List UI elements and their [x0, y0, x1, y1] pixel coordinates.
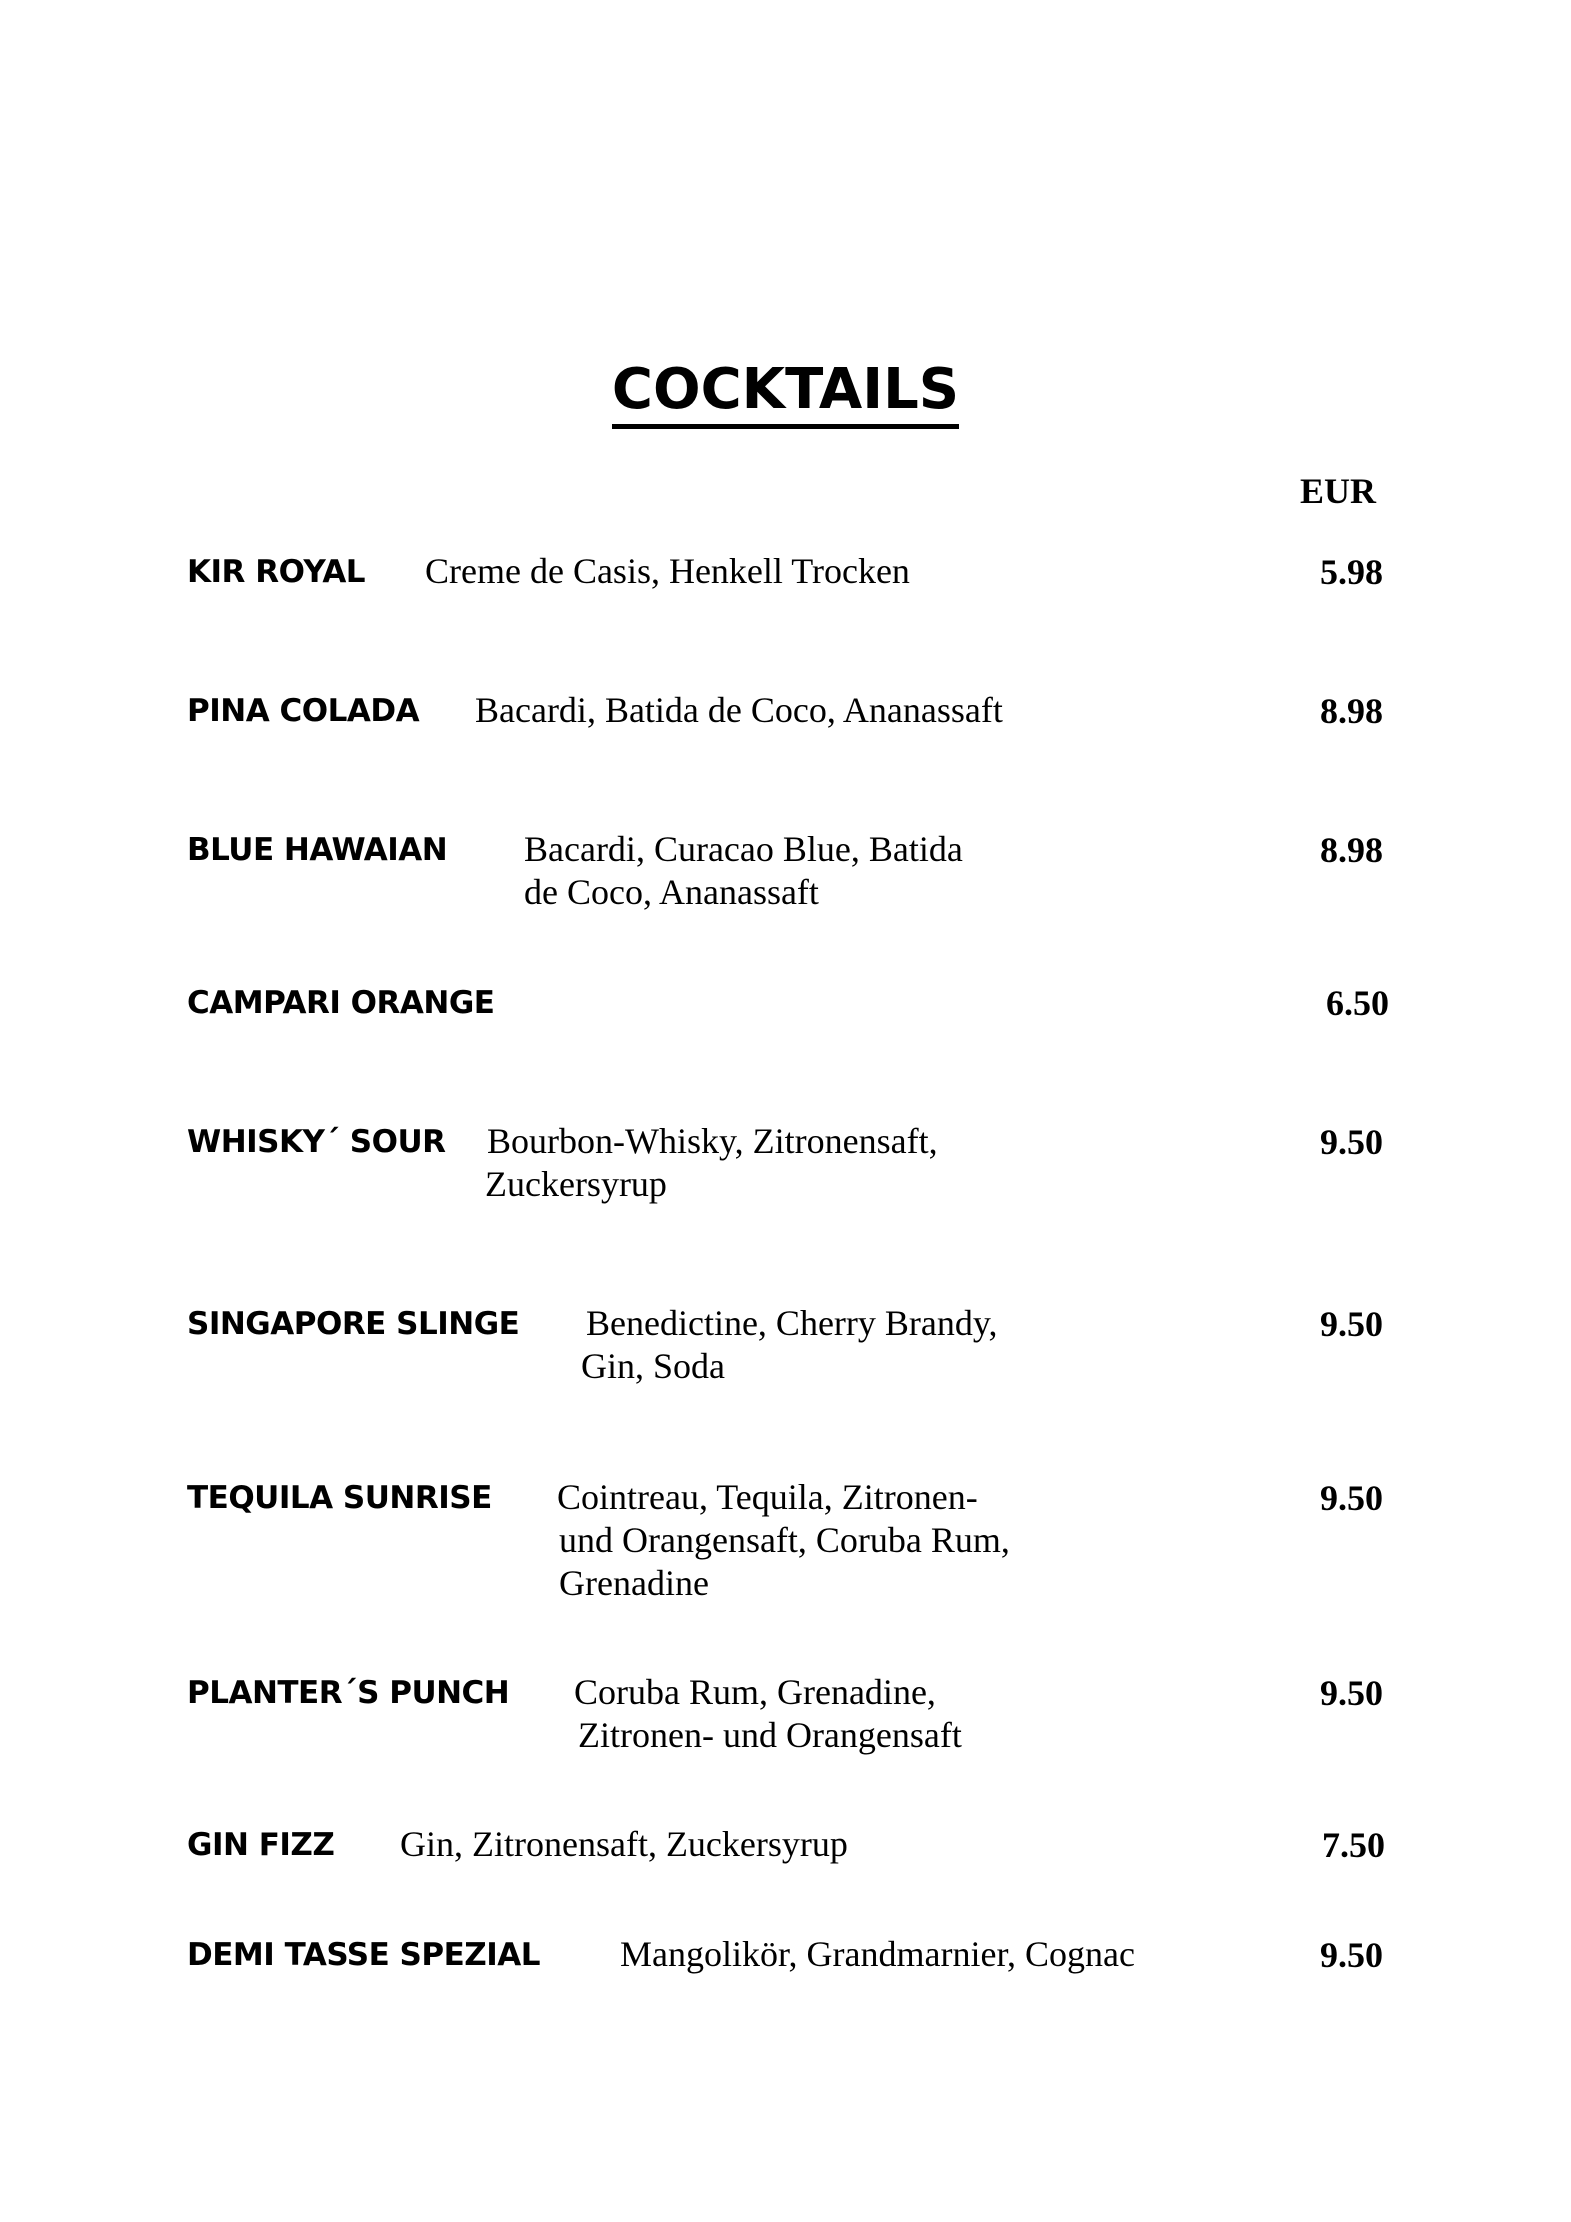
currency-header: EUR	[1300, 471, 1377, 511]
cocktail-price: 9.50	[1320, 1122, 1383, 1162]
cocktail-name: PLANTER´S PUNCH	[187, 1675, 510, 1711]
cocktail-name: WHISKY´ SOUR	[187, 1124, 446, 1160]
cocktail-name: GIN FIZZ	[187, 1827, 335, 1863]
cocktail-ingredients: Zitronen- und Orangensaft	[578, 1715, 962, 1755]
cocktail-ingredients: Mangolikör, Grandmarnier, Cognac	[620, 1934, 1135, 1974]
cocktail-price: 9.50	[1320, 1673, 1383, 1713]
cocktail-price: 8.98	[1320, 830, 1383, 870]
cocktail-name: KIR ROYAL	[187, 554, 366, 590]
cocktail-price: 9.50	[1320, 1935, 1383, 1975]
cocktail-ingredients: Bourbon-Whisky, Zitronensaft,	[487, 1121, 938, 1161]
cocktail-ingredients: und Orangensaft, Coruba Rum,	[559, 1520, 1010, 1560]
cocktail-name: BLUE HAWAIAN	[187, 832, 448, 868]
cocktail-price: 5.98	[1320, 552, 1383, 592]
page-title: COCKTAILS	[0, 362, 1571, 418]
cocktail-ingredients: Cointreau, Tequila, Zitronen-	[557, 1477, 978, 1517]
cocktail-ingredients: Grenadine	[559, 1563, 709, 1603]
cocktail-ingredients: de Coco, Ananassaft	[524, 872, 819, 912]
cocktail-name: PINA COLADA	[187, 693, 420, 729]
cocktail-ingredients: Gin, Zitronensaft, Zuckersyrup	[400, 1824, 848, 1864]
cocktail-ingredients: Bacardi, Batida de Coco, Ananassaft	[475, 690, 1003, 730]
cocktail-price: 7.50	[1322, 1825, 1385, 1865]
cocktail-ingredients: Benedictine, Cherry Brandy,	[586, 1303, 998, 1343]
cocktail-name: DEMI TASSE SPEZIAL	[187, 1937, 541, 1973]
cocktail-price: 6.50	[1326, 983, 1389, 1023]
cocktail-name: SINGAPORE SLINGE	[187, 1306, 520, 1342]
cocktail-ingredients: Bacardi, Curacao Blue, Batida	[524, 829, 963, 869]
cocktail-ingredients: Gin, Soda	[581, 1346, 725, 1386]
cocktail-price: 9.50	[1320, 1478, 1383, 1518]
cocktail-name: TEQUILA SUNRISE	[187, 1480, 492, 1516]
cocktail-name: CAMPARI ORANGE	[187, 985, 495, 1021]
cocktail-ingredients: Zuckersyrup	[485, 1164, 667, 1204]
cocktail-ingredients: Coruba Rum, Grenadine,	[574, 1672, 936, 1712]
cocktail-price: 8.98	[1320, 691, 1383, 731]
cocktail-ingredients: Creme de Casis, Henkell Trocken	[425, 551, 910, 591]
cocktail-price: 9.50	[1320, 1304, 1383, 1344]
